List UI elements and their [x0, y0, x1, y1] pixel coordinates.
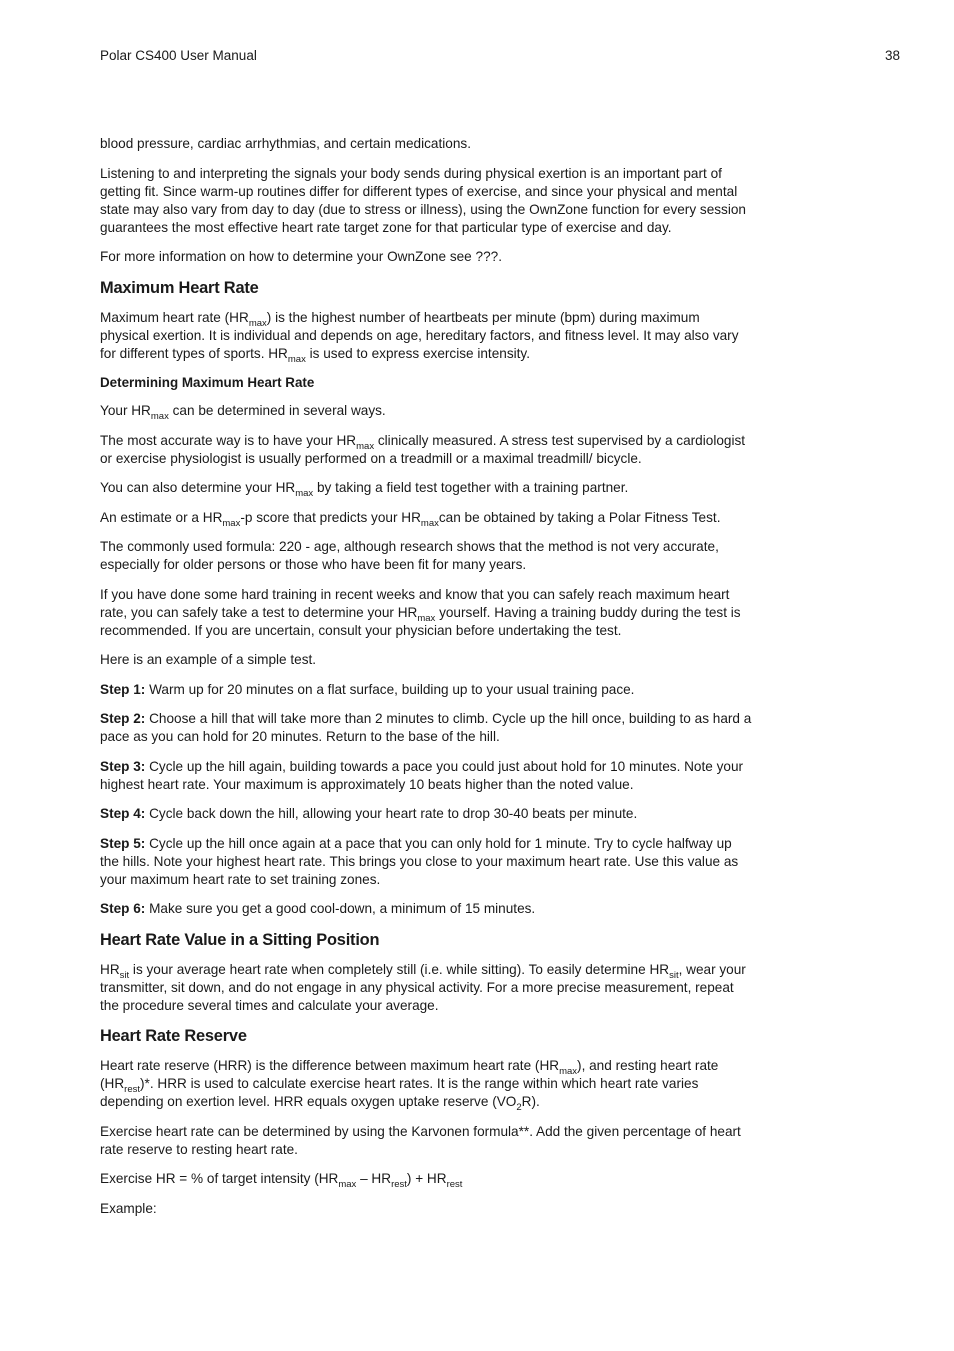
paragraph-hr-sit: $HR_{sit}$ is your average heart rate when completely still (i.e. while sitting). To easily determine $HR_{sit}$, wear your transmitter, sit down, and do not engage in any physical activity. For a more precise measurement, repeat the procedure several times and calculate your average.: [100, 961, 746, 1013]
paragraph-example-label: Example:: [100, 1200, 157, 1216]
heading-sitting-position: Heart Rate Value in a Sitting Position: [100, 930, 380, 949]
paragraph-clinical-measure: The most accurate way is to have your $HR_{max}$ clinically measured. A stress test supervised by a cardiologist or exercise physiologist is usually performed on a treadmill or a maximal treadmill/ bicycle.: [100, 432, 746, 466]
step-1: Step 1: Warm up for 20 minutes on a flat surface, building up to your usual training pace.: [100, 681, 635, 697]
paragraph-exercise-hr-formula: Exercise HR = % of target intensity $(HR_{max} - HR_{rest}) + HR_{rest}$: [100, 1171, 463, 1190]
header-title: Polar CS400 User Manual: [100, 48, 257, 63]
step-5: Step 5: Cycle up the hill once again at a pace that you can only hold for 1 minute. Try to cycle halfway up the hills. Note your highest heart rate. This brings you close to your maximum heart rate. Use this value as your maximum heart rate to set training zones.: [100, 835, 739, 887]
paragraph-fitness-test: An estimate or a $HR_{max}-p$ score that predicts your $HR_{max}can$ be obtained by taking a Polar Fitness Test.: [100, 509, 721, 529]
paragraph-max-hr-definition: Maximum heart rate $(HR_{max})$ is the highest number of heartbeats per minute (bpm) during maximum physical exertion. It is individual and depends on age, hereditary factors, and fitness level. It may also vary for different types of sports. $HR_{max}$ is used to express exercise intensity.: [100, 309, 739, 365]
step-4: Step 4: Cycle back down the hill, allowing your heart rate to drop 30-40 beats per minute.: [100, 806, 638, 821]
page-number: 38: [884, 48, 900, 63]
step-2: Step 2: Choose a hill that will take more than 2 minutes to climb. Cycle up the hill once, building to as hard a pace as you can hold for 20 minutes. Return to the base of the hill.: [100, 711, 752, 744]
paragraph-more-info: For more information on how to determine your OwnZone see ???.: [100, 249, 502, 264]
paragraph-listening: Listening to and interpreting the signals your body sends during physical exertion is an important part of getting fit. Since warm-up routines differ for different types of exercise, and since your physical and mental state may also vary from day to day (due to stress or illness), using the OwnZone function for every session guarantees the most effective heart rate target zone for that particular type of exercise and day.: [100, 165, 746, 235]
paragraph-example-test: Here is an example of a simple test.: [100, 652, 317, 667]
paragraph-field-test: You can also determine your $HR_{max}$ by taking a field test together with a training partner.: [100, 480, 629, 499]
heading-heart-rate-reserve: Heart Rate Reserve: [100, 1027, 247, 1045]
paragraph-formula: The commonly used formula: 220 - age, although research shows that the method is not very accurate, especially for older persons or those who have been fit for many years.: [100, 539, 719, 572]
paragraph-karvonen: Exercise heart rate can be determined by using the Karvonen formula**. Add the given percentage of heart rate reserve to resting heart rate.: [100, 1123, 741, 1157]
heading-determining-max-hr: Determining Maximum Heart Rate: [100, 375, 315, 390]
paragraph-hrr-definition: Heart rate reserve (HRR) is the difference between maximum heart rate $(HR_{max})$, and resting heart rate $(HR_{rest})*$. HRR is used to calculate exercise heart rates. It is the range within which heart rate varies depending on exertion level. HRR equals oxygen uptake reserve $(VO_2R)$.: [100, 1058, 719, 1113]
step-6: Step 6: Make sure you get a good cool-down, a minimum of 15 minutes.: [100, 901, 536, 916]
paragraph-several-ways: Your $HR_{max}$ can be determined in several ways.: [100, 403, 386, 422]
heading-maximum-heart-rate: Maximum Heart Rate: [100, 278, 259, 297]
paragraph-hard-training: If you have done some hard training in recent weeks and know that you can safely reach maximum heart rate, you can safely take a test to determine your $HR_{max}$ yourself. Having a training buddy during the test is recommended. If you are uncertain, consult your physician before undertaking the test.: [100, 586, 741, 638]
paragraph-blood-pressure: blood pressure, cardiac arrhythmias, and certain medications.: [100, 136, 471, 151]
step-3: Step 3: Cycle up the hill again, building towards a pace you could just about hold for 10 minutes. Note your highest heart rate. Your maximum is approximately 10 beats higher than the noted value.: [100, 758, 744, 792]
page-content: [100, 135, 752, 1229]
